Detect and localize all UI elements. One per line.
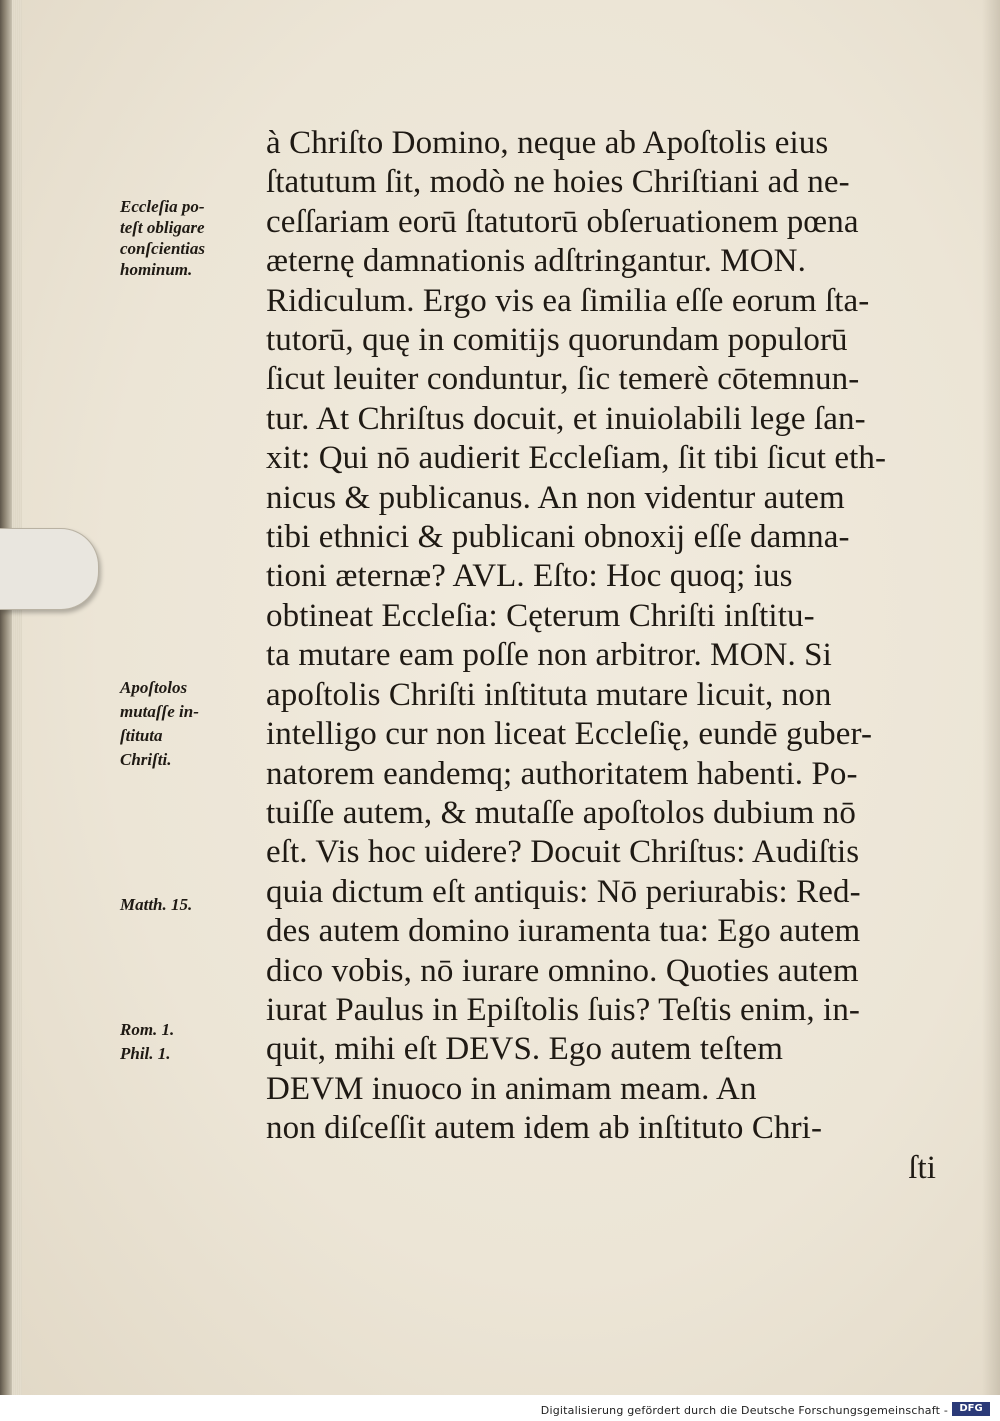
text-line: à Chriſto Domino, neque ab Apoſtolis eius bbox=[266, 125, 829, 161]
text-line: DEVM inuoco in animam meam. An bbox=[266, 1070, 757, 1107]
text-line: quia dictum eſt antiquis: Nō periurabis: Red- bbox=[266, 873, 861, 910]
text-line: ſtatutum ſit, modò ne hoies Chriſtiani ad ne- bbox=[266, 164, 850, 201]
margin-note-line: Matth. 15. bbox=[120, 895, 193, 914]
text-line: quit, mihi eſt DEVS. Ego autem teſtem bbox=[266, 1031, 783, 1068]
text-line: apoſtolis Chriſti inſtituta mutare licuit, non bbox=[266, 676, 832, 713]
margin-note-line: Apoſtolos bbox=[120, 678, 188, 697]
margin-note-line: mutaſſe in- bbox=[120, 702, 199, 721]
margin-note bbox=[120, 196, 205, 280]
text-line: eſt. Vis hoc uidere? Docuit Chriſtus: Audiſtis bbox=[266, 834, 860, 871]
margin-note-line: Phil. 1. bbox=[120, 1044, 171, 1063]
text-line: nicus & publicanus. An non videntur autem bbox=[266, 479, 845, 516]
book-edge bbox=[0, 0, 12, 1395]
text-line: natorem eandemq; authoritatem habenti. Po- bbox=[266, 755, 858, 792]
margin-note bbox=[120, 1018, 174, 1066]
text-line: ſicut leuiter conduntur, ſic temerè cōtemnun- bbox=[266, 361, 860, 398]
dfg-logo: DFG bbox=[952, 1402, 990, 1416]
margin-note-line: Rom. 1. bbox=[120, 1020, 175, 1039]
catchword: ſti bbox=[908, 1149, 936, 1186]
text-line: iurat Paulus in Epiſtolis ſuis? Teſtis enim, in- bbox=[266, 991, 861, 1028]
text-line: tioni æternæ? AVL. Eſto: Hoc quoq; ius bbox=[266, 558, 793, 595]
text-line: tutorū, quę in comitijs quorundam populorū bbox=[266, 322, 848, 359]
margin-note bbox=[120, 894, 192, 915]
body-text bbox=[266, 124, 936, 1188]
margin-note-line: ſtituta bbox=[120, 726, 163, 745]
text-line: æternę damnationis adſtringantur. MON. bbox=[266, 243, 806, 280]
margin-note bbox=[120, 676, 199, 772]
text-line: non diſceſſit autem idem ab inſtituto Chri- bbox=[266, 1110, 823, 1147]
margin-note-line: Eccleſia po- bbox=[120, 197, 205, 216]
margin-note-line: hominum. bbox=[120, 260, 193, 279]
margin-note-line: Chriſti. bbox=[120, 750, 172, 769]
text-line: obtineat Eccleſia: Cęterum Chriſti inſtitu- bbox=[266, 597, 815, 634]
page-shadow bbox=[982, 0, 1000, 1395]
page-stack bbox=[12, 0, 22, 1395]
margin-note-line: conſcientias bbox=[120, 239, 205, 258]
footer-credit: Digitalisierung gefördert durch die Deutsche Forschungsgemeinschaft - bbox=[540, 1404, 948, 1417]
text-line: intelligo cur non liceat Eccleſię, eundē guber- bbox=[266, 716, 873, 753]
text-line: Ridiculum. Ergo vis ea ſimilia eſſe eorum ſta- bbox=[266, 282, 870, 319]
text-line: tibi ethnici & publicani obnoxij eſſe damna- bbox=[266, 519, 850, 556]
margin-note-line: teſt obligare bbox=[120, 218, 205, 237]
text-line: dico vobis, nō iurare omnino. Quoties autem bbox=[266, 952, 859, 989]
text-line: xit: Qui nō audierit Eccleſiam, ſit tibi ſicut eth- bbox=[266, 440, 887, 477]
bookmark-tab bbox=[0, 528, 99, 610]
text-line: tuiſſe autem, & mutaſſe apoſtolos dubium nō bbox=[266, 794, 856, 831]
text-line: ta mutare eam poſſe non arbitror. MON. Si bbox=[266, 637, 832, 674]
text-line: tur. At Chriſtus docuit, et inuiolabili lege ſan- bbox=[266, 400, 866, 437]
text-line: ceſſariam eorū ſtatutorū obſeruationem pœna bbox=[266, 203, 859, 240]
text-line: des autem domino iuramenta tua: Ego autem bbox=[266, 913, 861, 950]
